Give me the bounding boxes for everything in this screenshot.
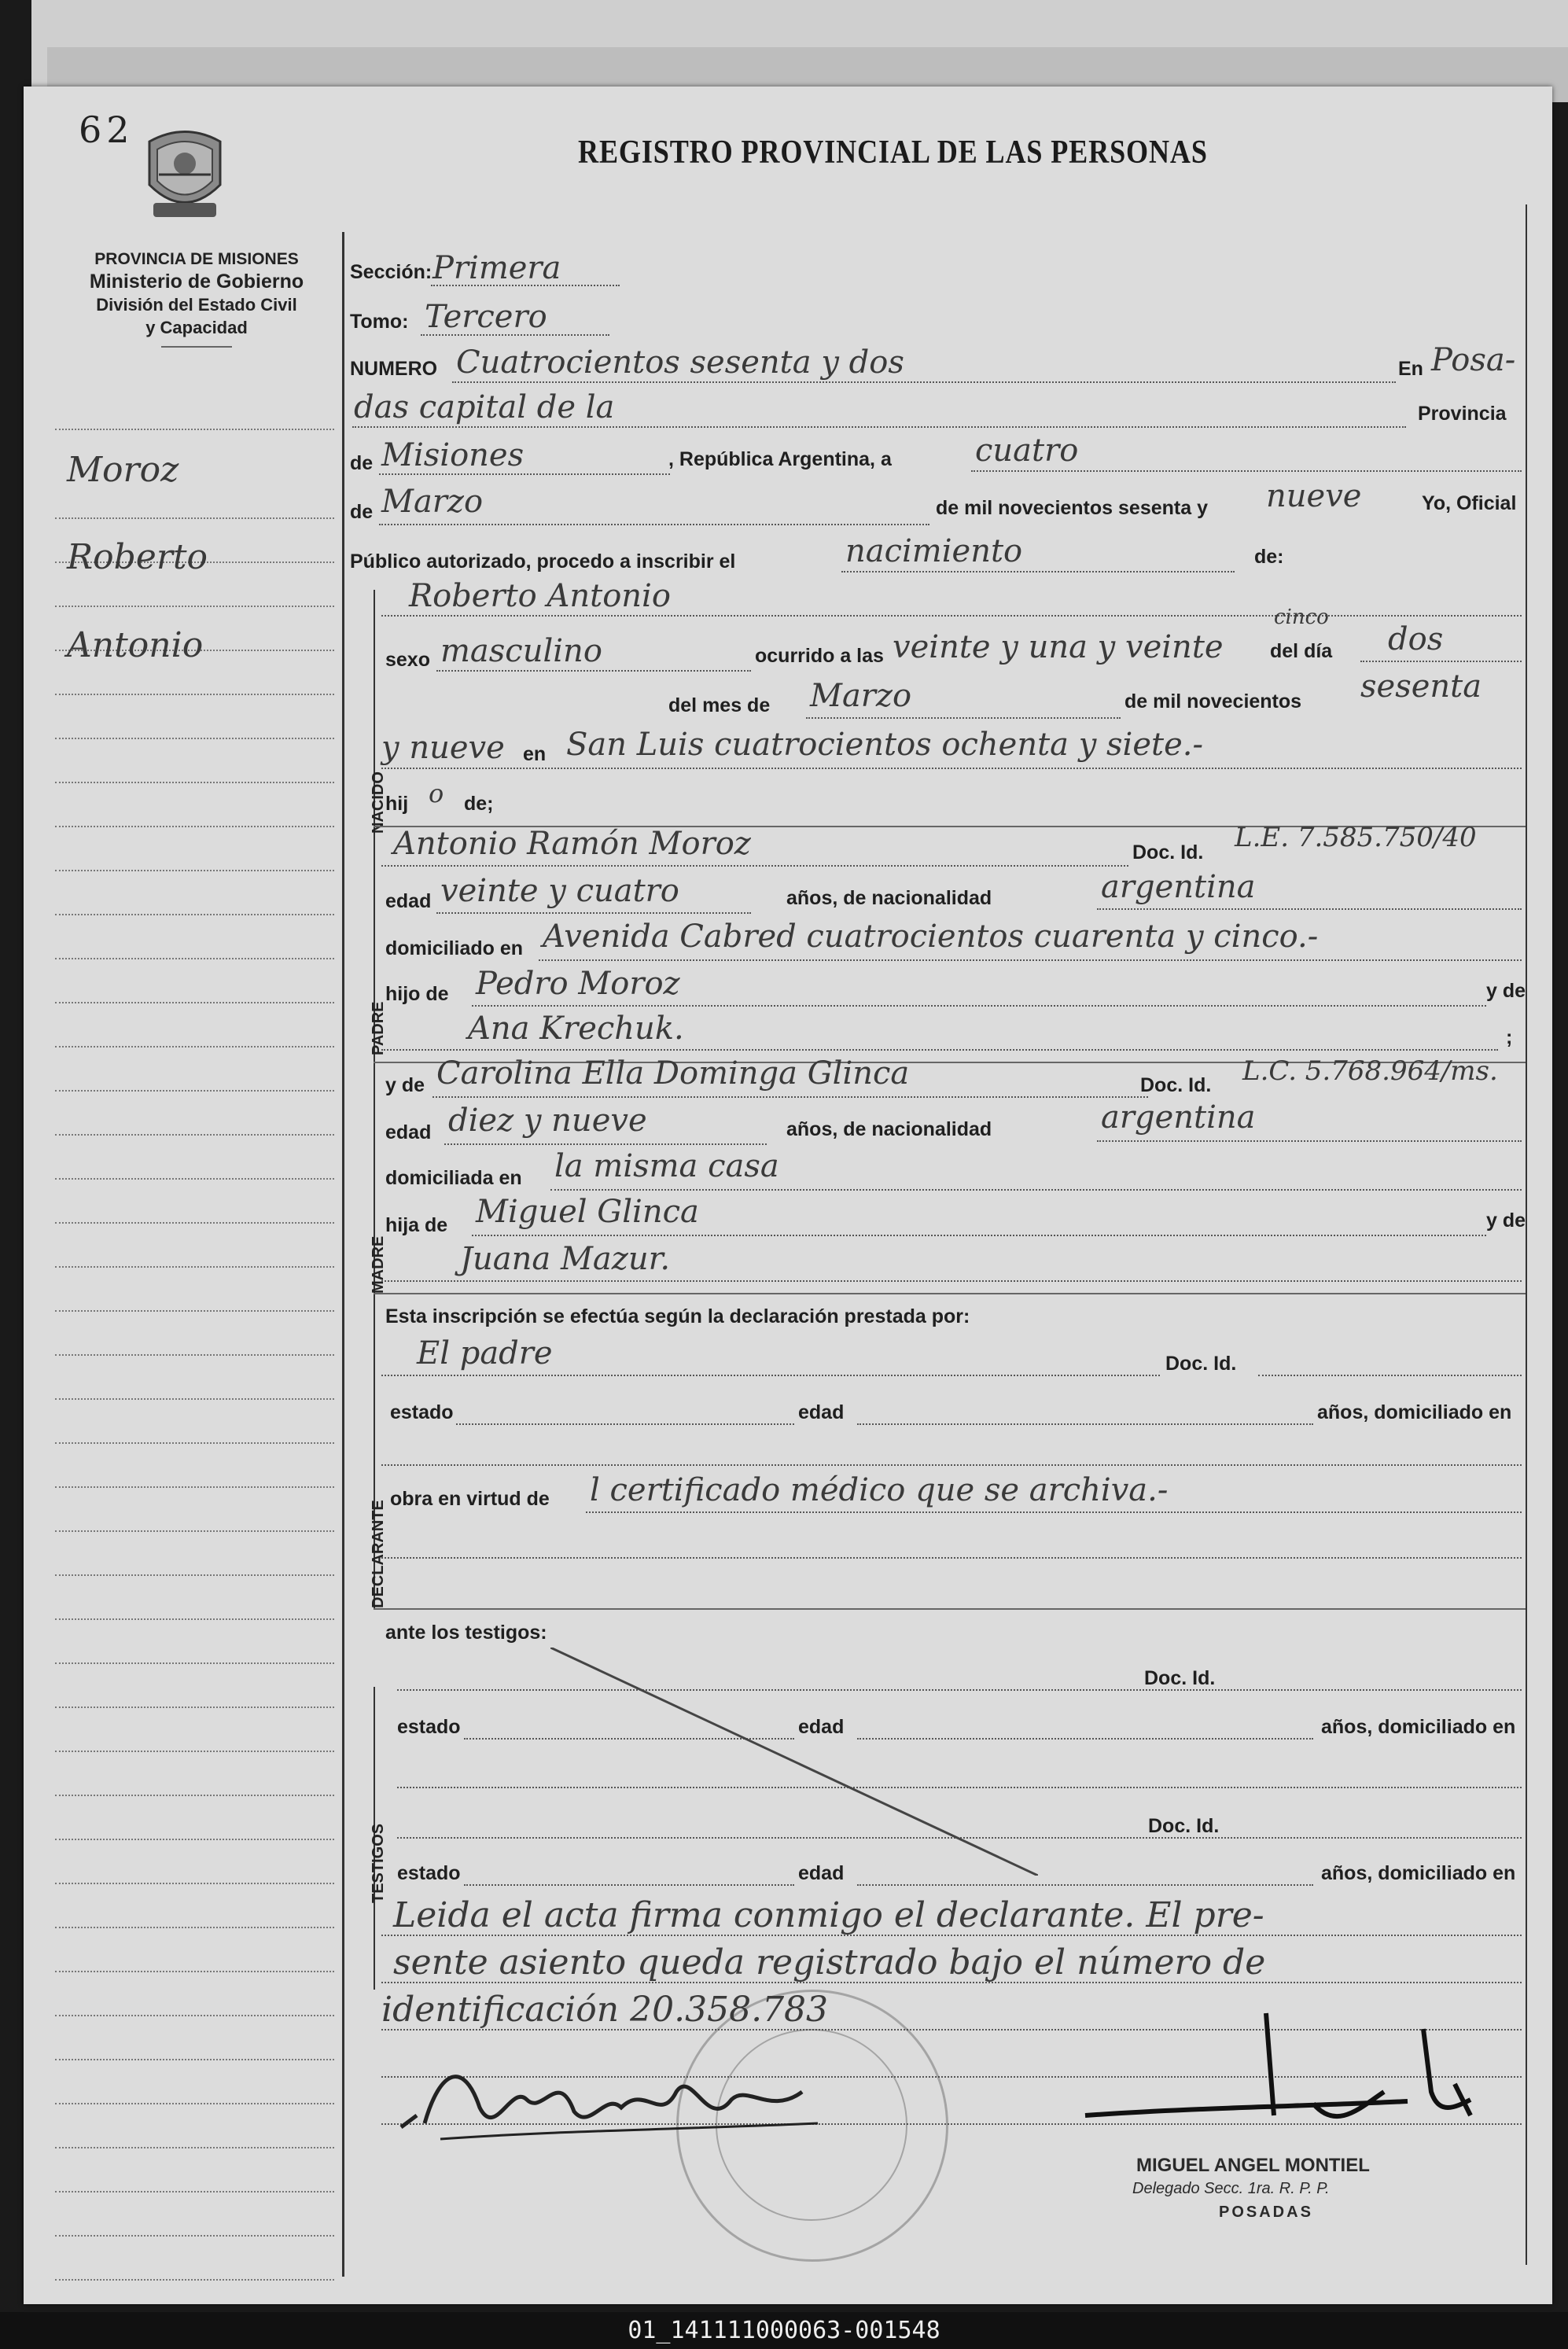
tomo-line <box>421 334 609 336</box>
margin-rule <box>55 1927 334 1928</box>
nacido-mes-line <box>806 717 1121 719</box>
margin-rule <box>55 1002 334 1003</box>
testigos-intro-label: ante los testigos: <box>385 1622 547 1644</box>
ministry-line-4: y Capacidad <box>145 318 248 337</box>
padre-doc-label: Doc. Id. <box>1132 841 1204 863</box>
padre-nac-label: años, de nacionalidad <box>786 887 992 909</box>
coat-of-arms-icon <box>142 126 228 224</box>
de-label: de <box>350 452 374 474</box>
declarante-edad-line <box>857 1423 1313 1425</box>
padre-nombre-line <box>381 865 1128 867</box>
official-signature-icon <box>1077 1997 1518 2170</box>
madre-dom-line <box>550 1189 1522 1191</box>
padre-dom-label: domiciliado en <box>385 937 524 959</box>
margin-rule <box>55 2015 334 2016</box>
numero-line <box>452 381 1396 383</box>
margin-note-second-name: Antonio <box>67 625 204 665</box>
margin-rule <box>55 1883 334 1884</box>
madre-yde-label: y de <box>385 1074 425 1096</box>
testigo2-edad-line <box>857 1884 1313 1886</box>
nacido-anio-value: sesenta <box>1360 668 1482 705</box>
declarante-signature-icon <box>393 2037 834 2163</box>
nombre-value: Roberto Antonio <box>409 578 671 614</box>
declarante-doc-label: Doc. Id. <box>1165 1353 1237 1375</box>
madre-bottom-rule <box>374 1293 1526 1294</box>
madre-hija-label: hija de <box>385 1214 448 1236</box>
madre-nombre-value: Carolina Ella Dominga Glinca <box>436 1055 910 1092</box>
testigo1-edad-label: edad <box>798 1716 845 1738</box>
obra-value: l certificado médico que se archiva.- <box>590 1472 1169 1508</box>
margin-rule <box>55 958 334 959</box>
hijo-de-label: de; <box>464 793 494 815</box>
seccion-label: Sección: <box>350 261 432 283</box>
hijo-value: o <box>429 779 444 808</box>
testigos-section-label: TESTIGOS <box>370 1823 387 1903</box>
margin-rule <box>55 1751 334 1752</box>
margin-rule <box>55 1266 334 1268</box>
provincia-line <box>379 473 670 475</box>
madre-edad-line <box>444 1143 767 1145</box>
madre-nac-line <box>1097 1140 1522 1142</box>
section-divider <box>374 590 375 1608</box>
margin-rule <box>55 1090 334 1092</box>
madre-dom-label: domiciliada en <box>385 1167 522 1189</box>
margin-rule <box>55 517 334 519</box>
acto-line <box>841 571 1235 573</box>
place-value: das capital de la <box>354 389 615 425</box>
madre-doc-value: L.C. 5.768.964/ms. <box>1242 1055 1498 1087</box>
en-value: Posa- <box>1431 342 1516 378</box>
closing-line-2-rule <box>381 1982 1522 1983</box>
margin-rule <box>55 1618 334 1620</box>
padre-dom-value: Avenida Cabred cuatrocientos cuarenta y cinco.- <box>543 919 1319 955</box>
padre-dom-line <box>539 959 1522 961</box>
margin-rule <box>55 1442 334 1444</box>
register-page <box>24 87 1552 2304</box>
margin-rule <box>55 1530 334 1532</box>
tomo-value: Tercero <box>425 299 547 335</box>
abuela-materna-value: Juana Mazur. <box>460 1241 671 1277</box>
lugar-value: San Luis cuatrocientos ochenta y siete.- <box>566 727 1203 763</box>
closing-line-1-rule <box>381 1935 1522 1936</box>
padre-nac-value: argentina <box>1101 869 1256 905</box>
official-city: POSADAS <box>1219 2204 1313 2221</box>
margin-rule <box>55 1354 334 1356</box>
padre-nombre-value: Antonio Ramón Moroz <box>393 826 751 862</box>
declarante-estado-label: estado <box>390 1401 454 1423</box>
madre-nombre-line <box>432 1096 1148 1098</box>
margin-rule <box>55 2279 334 2281</box>
padre-doc-value: L.E. 7.585.750/40 <box>1235 822 1477 853</box>
abuela-paterna-line <box>381 1049 1498 1051</box>
ministry-line-3: División del Estado Civil <box>96 295 297 315</box>
mes-line <box>379 524 929 525</box>
abuelo-paterno-line <box>472 1005 1486 1007</box>
padre-yde-label: y de <box>1486 980 1526 1002</box>
padre-edad-value: veinte y cuatro <box>440 873 679 909</box>
mil-label: de mil novecientos sesenta y <box>936 497 1208 519</box>
hijo-label: hij <box>385 793 409 815</box>
padre-section-label: PADRE <box>370 1001 387 1055</box>
provincia-label: Provincia <box>1418 403 1507 425</box>
margin-rule <box>55 606 334 607</box>
margin-rule <box>55 1398 334 1400</box>
padre-edad-line <box>436 912 751 914</box>
ministry-line-2: Ministerio de Gobierno <box>89 271 304 293</box>
margin-rule <box>55 782 334 783</box>
declarante-extra-line <box>381 1557 1522 1559</box>
margin-rule <box>55 2103 334 2104</box>
lugar-line <box>381 768 1522 769</box>
testigo2-edad-label: edad <box>798 1862 845 1884</box>
testigo1-doc-label: Doc. Id. <box>1144 1667 1216 1689</box>
testigo1-estado-label: estado <box>397 1716 461 1738</box>
testigo2-dom-label: años, domiciliado en <box>1321 1862 1516 1884</box>
margin-rule <box>55 1707 334 1708</box>
nombre-line <box>381 615 1522 617</box>
margin-rule <box>55 1971 334 1972</box>
oficial-label: Yo, Oficial <box>1422 492 1517 514</box>
seccion-line <box>431 285 620 286</box>
margin-rule <box>55 1486 334 1488</box>
abuelo-materno-value: Miguel Glinca <box>476 1194 699 1230</box>
de3-label: de: <box>1254 546 1284 568</box>
acto-value: nacimiento <box>845 533 1023 569</box>
margin-note-first-name: Roberto <box>67 537 208 577</box>
padre-nac-line <box>1097 908 1522 910</box>
margin-rule <box>55 2235 334 2237</box>
nacido-en-label: en <box>523 743 547 765</box>
sexo-value: masculino <box>440 633 602 669</box>
margin-rule <box>55 1574 334 1576</box>
padre-hijo-label: hijo de <box>385 983 449 1005</box>
declarante-intro-label: Esta inscripción se efectúa según la declaración prestada por: <box>385 1305 970 1327</box>
padre-semicolon: ; <box>1506 1026 1513 1048</box>
mes-value: Marzo <box>381 484 484 520</box>
madre-dom-value: la misma casa <box>554 1148 779 1184</box>
madre-yde2-label: y de <box>1486 1209 1526 1232</box>
margin-rule <box>55 870 334 871</box>
ministry-underline <box>161 346 232 348</box>
margin-rule <box>55 2059 334 2060</box>
nacido-mes-value: Marzo <box>810 678 912 714</box>
register-title: REGISTRO PROVINCIAL DE LAS PERSONAS <box>578 134 1208 171</box>
numero-value: Cuatrocientos sesenta y dos <box>456 344 904 381</box>
margin-rule <box>55 2191 334 2193</box>
declarante-edad-label: edad <box>798 1401 845 1423</box>
del-dia-label: del día <box>1270 640 1333 662</box>
margin-rule <box>55 914 334 915</box>
margin-rule <box>55 694 334 695</box>
testigo2-doc-label: Doc. Id. <box>1148 1815 1220 1837</box>
margin-rule <box>55 1222 334 1224</box>
declarante-bottom-rule <box>374 1608 1526 1610</box>
madre-edad-label: edad <box>385 1121 432 1143</box>
publico-label: Público autorizado, procedo a inscribir el <box>350 550 736 573</box>
testigo1-dom-label: años, domiciliado en <box>1321 1716 1516 1738</box>
margin-rule <box>55 2147 334 2148</box>
dia-line <box>971 470 1522 472</box>
official-name: MIGUEL ANGEL MONTIEL <box>1136 2155 1370 2176</box>
margin-divider <box>342 232 344 2277</box>
margin-note-surname: Moroz <box>67 450 179 490</box>
padre-edad-label: edad <box>385 890 432 912</box>
right-border <box>1526 204 1527 2265</box>
declarante-estado-line <box>456 1423 794 1425</box>
margin-rule <box>55 1795 334 1796</box>
en-label: En <box>1398 358 1423 380</box>
madre-doc-label: Doc. Id. <box>1140 1074 1212 1096</box>
obra-line <box>586 1511 1522 1513</box>
margin-rule <box>55 1310 334 1312</box>
dia-value: cuatro <box>975 433 1079 469</box>
sexo-label: sexo <box>385 649 430 671</box>
testigos-strike-line <box>550 1648 1038 1876</box>
margin-rule <box>55 429 334 430</box>
nacido-anio-value-2: y nueve <box>381 730 505 766</box>
abuela-materna-line <box>381 1280 1522 1282</box>
nacido-mes-label: del mes de <box>668 694 771 716</box>
ministry-line-1: PROVINCIA DE MISIONES <box>94 250 299 268</box>
declarante-nombre-line <box>381 1375 1160 1376</box>
declarante-dom-line <box>381 1464 1522 1466</box>
abuelo-materno-line <box>472 1235 1486 1236</box>
closing-line-3: identificación 20.358.783 <box>381 1990 829 2030</box>
seccion-value: Primera <box>432 250 561 286</box>
page-number: 62 <box>79 109 134 151</box>
nacido-mil-label: de mil novecientos <box>1124 690 1302 712</box>
margin-rule <box>55 826 334 827</box>
declarante-section-label: DECLARANTE <box>370 1500 387 1608</box>
madre-nac-value: argentina <box>1101 1099 1256 1136</box>
tomo-label: Tomo: <box>350 311 409 333</box>
margin-rule <box>55 1134 334 1136</box>
numero-label: NUMERO <box>350 358 438 380</box>
image-caption: 01_141111000063-001548 <box>0 2312 1568 2349</box>
madre-edad-value: diez y nueve <box>448 1103 647 1139</box>
madre-section-label: MADRE <box>370 1235 387 1294</box>
margin-rule <box>55 1839 334 1840</box>
declarante-dom-label: años, domiciliado en <box>1317 1401 1512 1423</box>
place-line <box>352 426 1406 428</box>
closing-line-1: Leida el acta firma conmigo el declarante. El pre- <box>393 1895 1264 1935</box>
testigo2-estado-label: estado <box>397 1862 461 1884</box>
official-title: Delegado Secc. 1ra. R. P. P. <box>1132 2180 1330 2197</box>
sexo-line <box>436 670 751 672</box>
margin-rule <box>55 738 334 739</box>
hora-value: veinte y una y veinte <box>893 629 1224 665</box>
republica-label: , República Argentina, a <box>668 448 892 470</box>
abuela-paterna-value: Ana Krechuk. <box>468 1011 684 1047</box>
de2-label: de <box>350 501 374 523</box>
abuelo-paterno-value: Pedro Moroz <box>476 966 680 1002</box>
declarante-doc-line <box>1258 1375 1522 1376</box>
declarante-nombre-value: El padre <box>417 1335 553 1371</box>
ocurrido-label: ocurrido a las <box>755 645 884 667</box>
provincia-value: Misiones <box>381 437 525 473</box>
obra-label: obra en virtud de <box>390 1488 550 1510</box>
margin-rule <box>55 1046 334 1047</box>
anio-value: nueve <box>1266 478 1362 514</box>
margin-rule <box>55 1178 334 1180</box>
margin-rule <box>55 1662 334 1664</box>
nacido-section-label: NACIDO <box>370 771 387 834</box>
dia-nacido-line <box>1360 661 1522 662</box>
hora-insert-value: cinco <box>1274 606 1329 629</box>
testigo2-estado-line <box>464 1884 794 1886</box>
madre-nac-label: años, de nacionalidad <box>786 1118 992 1140</box>
closing-line-2: sente asiento queda registrado bajo el número de <box>393 1942 1266 1983</box>
dia-nacido-value: dos <box>1388 621 1444 657</box>
